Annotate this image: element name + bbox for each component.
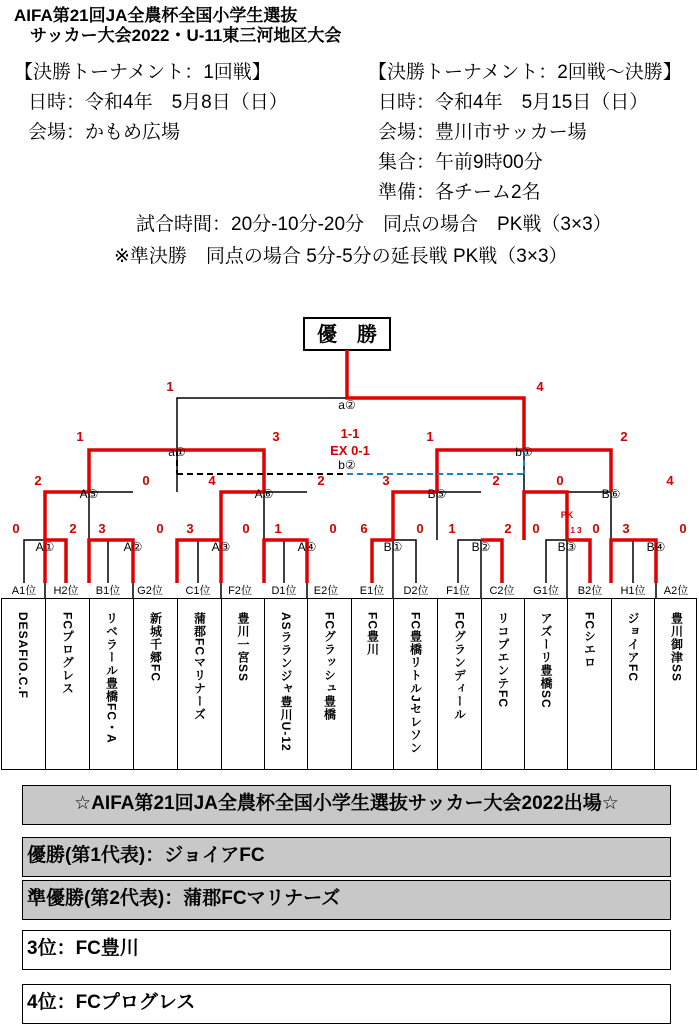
score-r1-8-left: 3 (622, 521, 630, 536)
score-final-left: 1 (166, 379, 174, 394)
title-line-1: AIFA第21回JA全農杯全国小学生選抜 (14, 6, 298, 25)
score-r1-7-right: 0 (592, 521, 600, 536)
score-qf3-right: 2 (492, 473, 500, 488)
team-cell (654, 598, 698, 770)
team-cell (264, 598, 307, 770)
match-time: 試合時間：20分-10分-20分 同点の場合 PK戦（3×3） (136, 214, 612, 235)
score-semi-right-right: 2 (620, 429, 628, 444)
team-name: 蒲郡FCマリナーズ (192, 612, 207, 721)
seed-label: D1位 (271, 585, 297, 597)
score-r1-7-left: 0 (532, 521, 540, 536)
match-label-semi-right: b① (515, 445, 533, 459)
round1-heading: 【決勝トーナメント：1回戦】 (14, 62, 271, 83)
team-cell (481, 598, 524, 770)
score-r1-3-left: 3 (186, 521, 194, 536)
team-cell (221, 598, 264, 770)
score-semi-left-left: 1 (76, 429, 84, 444)
score-r1-2-left: 3 (98, 521, 106, 536)
seed-label: G2位 (137, 585, 163, 597)
team-name: ジョイアFC (626, 612, 640, 682)
score-r1-6-right: 2 (504, 521, 512, 536)
score-qf2-right: 2 (317, 473, 325, 488)
team-name: FCプログレス (60, 612, 75, 695)
seed-label: A2位 (663, 585, 689, 597)
score-r1-2-right: 0 (156, 521, 164, 536)
team-name: 豊川一宮SS (236, 612, 250, 683)
results-heading: ☆AIFA第21回JA全農杯全国小学生選抜サッカー大会2022出場☆ (22, 785, 671, 825)
team-cell (307, 598, 351, 770)
match-label-qf2: A⑥ (254, 487, 274, 501)
team-cell (133, 598, 177, 770)
round2-heading: 【決勝トーナメント：2回戦～決勝】 (368, 62, 682, 83)
score-r1-1-right: 2 (69, 521, 77, 536)
team-name: リベラール豊橋FC・A (104, 612, 119, 744)
match-label-r1-6: B② (471, 540, 491, 554)
match-label-semi-left: a① (168, 445, 186, 459)
match-label-final: a② (338, 398, 356, 412)
result-fourth: 4位：FCプログレス (22, 984, 671, 1024)
seed-label: D2位 (403, 585, 429, 597)
match-label-r1-5: B① (383, 540, 403, 554)
team-cell (611, 598, 654, 770)
score-r1-1-left: 0 (12, 521, 20, 536)
seed-label: C2位 (489, 585, 515, 597)
round2-prep: 準備：各チーム2名 (378, 182, 541, 203)
score-semi-right-left: 1 (426, 429, 434, 444)
match-label-r1-7: B③ (557, 540, 577, 554)
score-qf2-left: 4 (208, 473, 216, 488)
score-final-right: 4 (536, 379, 544, 394)
seed-label: F1位 (446, 585, 470, 597)
team-name: FC豊橋リトルJセレソン (408, 612, 423, 755)
semifinal-note: ※準決勝 同点の場合 5分-5分の延長戦 PK戦（3×3） (114, 246, 568, 267)
result-third: 3位：FC豊川 (22, 930, 671, 970)
round1-venue: 会場：かもめ広場 (28, 122, 181, 143)
match-label-third: b② (338, 458, 356, 472)
seed-label: B2位 (577, 585, 603, 597)
score-qf1-right: 0 (142, 473, 150, 488)
seed-label: F2位 (228, 585, 252, 597)
team-cell (393, 598, 437, 770)
match-label-r1-8: B④ (646, 540, 666, 554)
seed-label: G1位 (533, 585, 559, 597)
team-cell (351, 598, 393, 770)
team-cell (45, 598, 89, 770)
pk-score: 1 3 (570, 526, 582, 535)
score-third-main: 1-1 (340, 426, 360, 441)
team-name: FCグラッシュ豊橋 (322, 612, 337, 721)
pk-label: PK (560, 510, 574, 520)
score-r1-5-left: 6 (360, 521, 368, 536)
seed-label: H1位 (620, 585, 646, 597)
match-label-r1-3: A③ (211, 540, 231, 554)
team-cell (567, 598, 611, 770)
team-name: FC豊川 (365, 612, 380, 656)
team-cell (524, 598, 567, 770)
team-name: アズーリ豊橋SC (539, 612, 553, 709)
seed-label: E1位 (359, 585, 385, 597)
score-r1-4-right: 0 (329, 521, 337, 536)
team-cell (1, 598, 45, 770)
result-winner: 優勝(第1代表)：ジョイアFC (22, 837, 671, 877)
score-third-ex: EX 0-1 (330, 443, 370, 458)
match-label-qf4: B⑥ (601, 487, 621, 501)
score-r1-3-right: 0 (242, 521, 250, 536)
seed-label: E2位 (313, 585, 339, 597)
team-name: DESAFIO.C.F (16, 612, 30, 700)
score-r1-8-right: 0 (679, 521, 687, 536)
title-line-2: サッカー大会2022・U-11東三河地区大会 (30, 26, 342, 45)
match-label-r1-2: A② (123, 540, 143, 554)
team-name: 豊川御津SS (669, 612, 684, 683)
score-r1-5-right: 0 (416, 521, 424, 536)
score-qf4-right: 4 (666, 473, 674, 488)
round2-date: 日時：令和4年 5月15日（日） (378, 92, 649, 113)
champion-label: 優 勝 (317, 324, 377, 346)
team-name: 新城千郷FC (148, 612, 163, 682)
score-qf4-left: 0 (556, 473, 564, 488)
team-name: リコプエンテFC (496, 612, 510, 708)
seed-label: H2位 (53, 585, 79, 597)
result-runner-up: 準優勝(第2代表)：蒲郡FCマリナーズ (22, 880, 671, 920)
seed-label: A1位 (11, 585, 37, 597)
score-r1-4-left: 1 (274, 521, 282, 536)
team-cell (89, 598, 133, 770)
round1-date: 日時：令和4年 5月8日（日） (28, 92, 288, 113)
seed-label: C1位 (185, 585, 211, 597)
match-label-r1-1: A① (35, 540, 55, 554)
seed-label: B1位 (95, 585, 121, 597)
score-semi-left-right: 3 (272, 429, 280, 444)
match-label-r1-4: A④ (297, 540, 317, 554)
match-label-qf1: A⑤ (79, 487, 99, 501)
team-name: FCグランディール (452, 612, 467, 721)
score-qf1-left: 2 (34, 473, 42, 488)
team-name: FCシエロ (582, 612, 597, 669)
team-cell (177, 598, 221, 770)
match-label-qf3: B⑤ (427, 487, 447, 501)
round2-venue: 会場：豊川市サッカー場 (378, 122, 587, 143)
score-r1-6-left: 1 (448, 521, 456, 536)
round2-gather: 集合：午前9時00分 (378, 152, 543, 173)
team-cell (437, 598, 481, 770)
score-qf3-left: 3 (382, 473, 390, 488)
team-name: ASラランジャ豊川U-12 (279, 612, 293, 752)
